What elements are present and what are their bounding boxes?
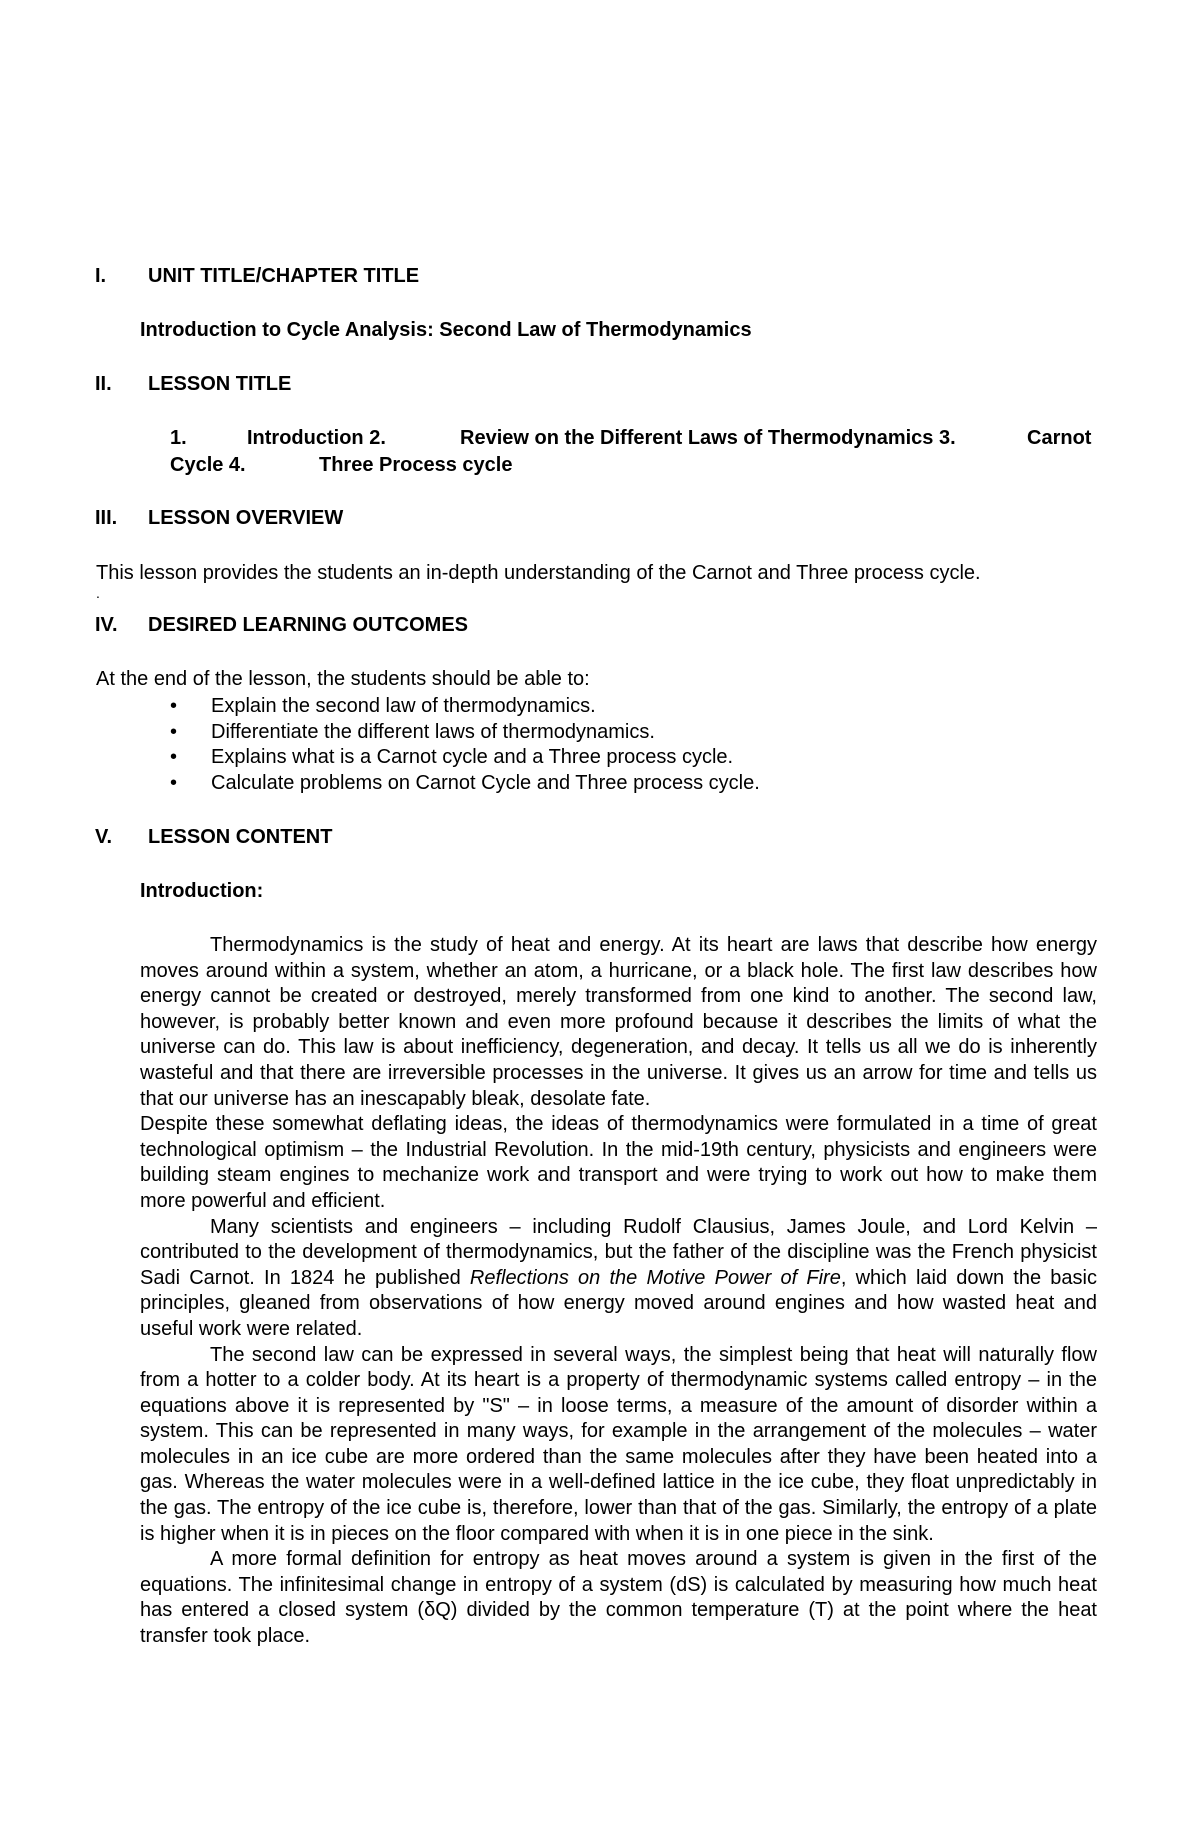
book-title: Reflections on the Motive Power of Fire — [469, 1266, 841, 1289]
list-item-text: Calculate problems on Carnot Cycle and Three process cycle. — [211, 771, 760, 794]
section-heading-learning-outcomes — [95, 614, 695, 640]
list-item — [140, 720, 760, 746]
lesson-title-line-1 — [0, 427, 1200, 453]
list-item — [140, 745, 760, 771]
paragraph: A more formal definition for entropy as heat moves around a system is given in the first of the equations. The infinitesimal change in entropy of a system (dS) is calculated by measuring how much heat has entered a closed system (δQ) divided by the common temperature (T) at the point where the heat transfer took place. — [140, 1548, 1097, 1648]
list-item-text: Explains what is a Carnot cycle and a Three process cycle. — [211, 746, 734, 769]
list-item-text: Explain the second law of thermodynamics. — [211, 695, 596, 717]
section-heading-lesson-overview — [95, 507, 695, 533]
section-title: LESSON CONTENT — [148, 826, 333, 848]
section-number: III. — [95, 507, 118, 529]
list-item — [140, 694, 760, 720]
lesson-content-body — [140, 933, 1097, 1650]
outcomes-list — [140, 694, 760, 796]
unit-title-text: Introduction to Cycle Analysis: Second Law of Thermodynamics — [140, 319, 752, 341]
section-heading-lesson-content — [95, 826, 695, 852]
lesson-title-number: 1. — [170, 427, 187, 449]
list-item-text: Differentiate the different laws of thermodynamics. — [211, 720, 655, 743]
section-number: IV. — [95, 614, 118, 636]
list-item — [140, 771, 760, 797]
lesson-title-line-2 — [0, 454, 1200, 480]
lesson-title-item: Carnot — [1027, 427, 1092, 449]
overview-stray-dot: . — [96, 585, 100, 601]
section-heading-lesson-title — [95, 373, 695, 399]
bullet-icon: • — [170, 771, 178, 794]
lesson-title-item: Cycle 4. — [170, 454, 246, 476]
bullet-icon: • — [170, 746, 178, 769]
paragraph-text: Many scientists and engineers – including Rudolf Clausius, James Joule, and Lord Kelvin – contributed to the development of thermodynamics, but the father of the discipline was the French physicist Sadi Carnot. In 1824 he published — [140, 1215, 1097, 1289]
section-number: V. — [95, 826, 113, 848]
lesson-title-item: Three Process cycle — [319, 454, 513, 476]
lesson-title-item: Introduction 2. — [247, 427, 386, 449]
section-number: I. — [95, 265, 107, 287]
lesson-title-item: Review on the Different Laws of Thermodynamics 3. — [460, 427, 956, 449]
section-title: LESSON OVERVIEW — [148, 507, 344, 529]
bullet-icon: • — [170, 695, 178, 717]
paragraph-text: , which laid down the basic principles, gleaned from observations of how energy moved around engines and how wasted heat and useful work were related. — [140, 1266, 1097, 1340]
section-title: DESIRED LEARNING OUTCOMES — [148, 614, 469, 636]
paragraph: Thermodynamics is the study of heat and energy. At its heart are laws that describe how energy moves around within a system, whether an atom, a hurricane, or a black hole. The first law describes how energy cannot be created or destroyed, merely transformed from one kind to another. The second law, however, is probably better known and even more profound because it describes the limits of what the universe can do. This law is about inefficiency, degeneration, and decay. It tells us all we do is inherently wasteful and that there are irreversible processes in the universe. It gives us an arrow for time and tells us that our universe has an inescapably bleak, desolate fate. — [140, 934, 1097, 1110]
section-title: LESSON TITLE — [148, 373, 292, 395]
section-heading-unit-title — [95, 265, 695, 291]
section-number: II. — [95, 373, 112, 395]
section-title: UNIT TITLE/CHAPTER TITLE — [148, 265, 420, 287]
outcomes-intro: At the end of the lesson, the students should be able to: — [96, 668, 590, 690]
paragraph: The second law can be expressed in several ways, the simplest being that heat will naturally flow from a hotter to a colder body. At its heart is a property of thermodynamic systems called entropy – in the equations above it is represented by "S" – in loose terms, a measure of the amount of disorder within a system. This can be represented in many ways, for example in the arrangement of the molecules – water molecules in an ice cube are more ordered than the same molecules after they have been heated into a gas. Whereas the water molecules were in a well-defined lattice in the ice cube, they float unpredictably in the gas. The entropy of the ice cube is, therefore, lower than that of the gas. Similarly, the entropy of a plate is higher when it is in pieces on the floor compared with when it is in one piece in the sink. — [140, 1343, 1097, 1545]
overview-text: This lesson provides the students an in-depth understanding of the Carnot and Three process cycle. — [96, 562, 981, 584]
paragraph: Despite these somewhat deflating ideas, the ideas of thermodynamics were formulated in a time of great technological optimism – the Industrial Revolution. In the mid-19th century, physicists and engineers were building steam engines to mechanize work and transport and were trying to work out how to make them more powerful and efficient. — [140, 1113, 1097, 1212]
introduction-heading: Introduction: — [140, 880, 264, 902]
paragraph — [140, 1215, 1097, 1343]
bullet-icon: • — [170, 720, 178, 743]
